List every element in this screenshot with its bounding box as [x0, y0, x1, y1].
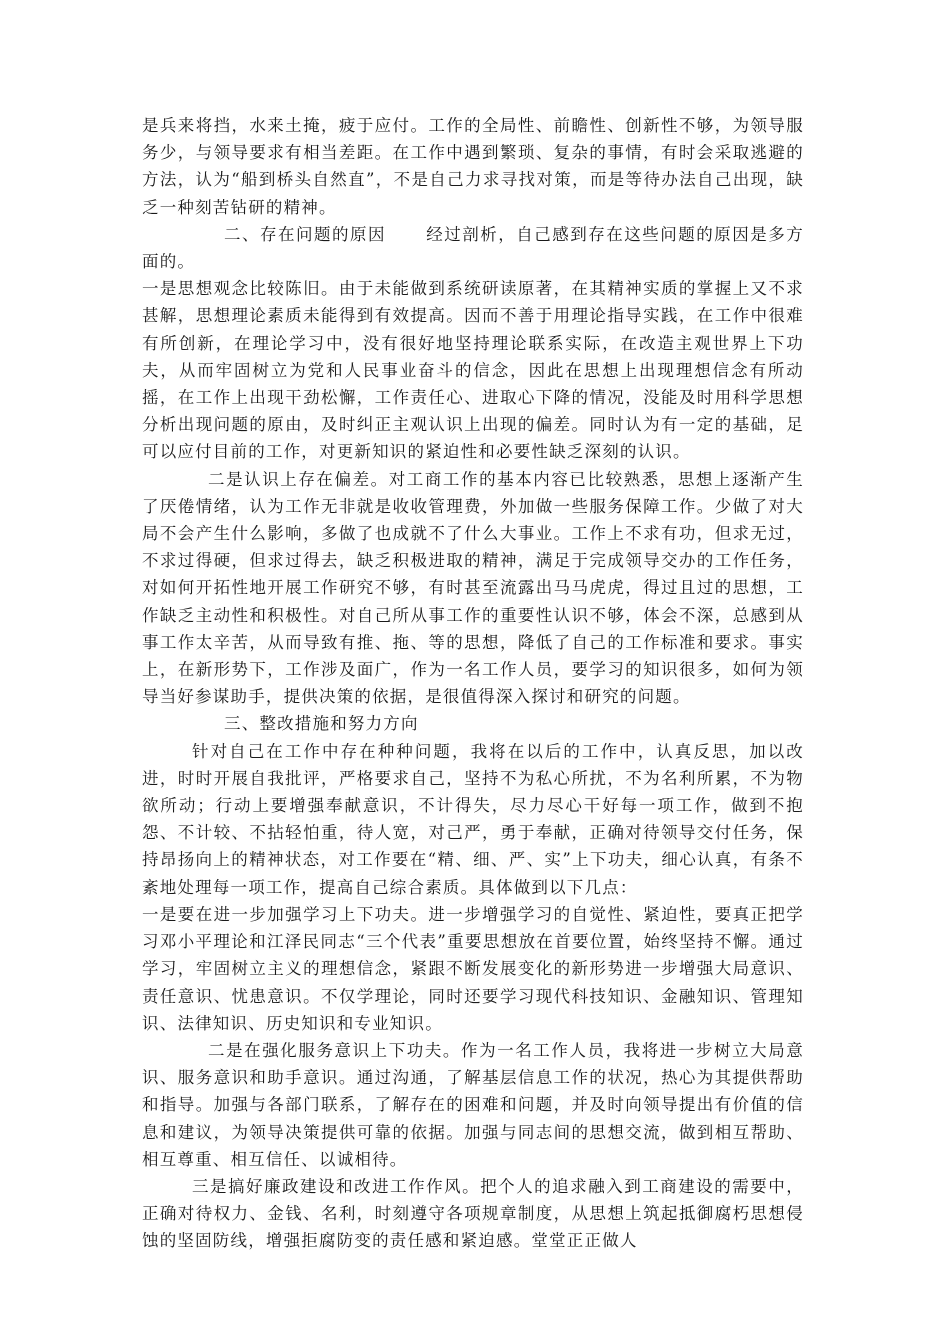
- document-body: [142, 112, 804, 1255]
- paragraph-cause-1: 一是思想观念比较陈旧。由于未能做到系统研读原著，在其精神实质的掌握上又不求甚解，思想理论素质未能得到有效提高。因而不善于用理论指导实践，在工作中很难有所创新，在理论学习中，没有很好地坚持理论联系实际，在改造主观世界上下功夫，从而牢固树立为党和人民事业奋斗的信念，因此在思想上出现理想信念有所动摇，在工作上出现干劲松懈，工作责任心、进取心下降的情况，没能及时用科学思想分析出现问题的原由，及时纠正主观认识上出现的偏差。同时认为有一定的基础，足可以应付目前的工作，对更新知识的紧迫性和必要性缺乏深刻的认识。: [142, 279, 804, 462]
- paragraph-measures-intro: 针对自己在工作中存在种种问题，我将在以后的工作中，认真反思，加以改进，时时开展自我批评，严格要求自己，坚持不为私心所扰，不为名利所累，不为物欲所动；行动上要增强奉献意识，不计得失，尽力尽心干好每一项工作，做到不抱怨、不计较、不拈轻怕重，待人宽，对己严，勇于奉献，正确对待领导交付任务，保持昂扬向上的精神状态，对工作要在“精、细、严、实”上下功夫，细心认真，有条不紊地处理每一项工作，提高自己综合素质。具体做到以下几点：: [142, 741, 804, 897]
- paragraph-measure-2: 二是在强化服务意识上下功夫。作为一名工作人员，我将进一步树立大局意识、服务意识和助手意识。通过沟通，了解基层信息工作的状况，热心为其提供帮助和指导。加强与各部门联系，了解存在的困难和问题，并及时向领导提出有价值的信息和建议，为领导决策提供可靠的依据。加强与同志间的思想交流，做到相互帮助、相互尊重、相互信任、以诚相待。: [142, 1040, 804, 1169]
- section-intro-causes: 经过剖析，自己感到存在这些问题的原因是多方面的。: [142, 224, 804, 272]
- paragraph-measure-3: 三是搞好廉政建设和改进工作作风。把个人的追求融入到工商建设的需要中，正确对待权力、金钱、名利，时刻遵守各项规章制度，从思想上筑起抵御腐朽思想侵蚀的坚固防线，增强拒腐防变的责任感和紧迫感。堂堂正正做人: [142, 1176, 804, 1251]
- paragraph-measure-1: 一是要在进一步加强学习上下功夫。进一步增强学习的自觉性、紧迫性，要真正把学习邓小平理论和江泽民同志“三个代表”重要思想放在首要位置，始终坚持不懈。通过学习，牢固树立主义的理想信念，紧跟不断发展变化的新形势进一步增强大局意识、责任意识、忧患意识。不仅学理论，同时还要学习现代科技知识、金融知识、管理知识、法律知识、历史知识和专业知识。: [142, 904, 804, 1033]
- paragraph-cause-2: 二是认识上存在偏差。对工商工作的基本内容已比较熟悉，思想上逐渐产生了厌倦情绪，认为工作无非就是收收管理费，外加做一些服务保障工作。少做了对大局不会产生什么影响，多做了也成就不了什么大事业。工作上不求有功，但求无过，不求过得硬，但求过得去，缺乏积极进取的精神，满足于完成领导交办的工作任务，对如何开拓性地开展工作研究不够，有时甚至流露出马马虎虎，得过且过的思想，工作缺乏主动性和积极性。对自己所从事工作的重要性认识不够，体会不深，总感到从事工作太辛苦，从而导致有推、拖、等的思想，降低了自己的工作标准和要求。事实上，在新形势下，工作涉及面广，作为一名工作人员，要学习的知识很多，如何为领导当好参谋助手，提供决策的依据，是很值得深入探讨和研究的问题。: [142, 469, 804, 707]
- section-heading-causes: [142, 221, 804, 275]
- section-title-measures: 三、整改措施和努力方向: [224, 714, 419, 734]
- section-title-causes: 二、存在问题的原因: [224, 224, 386, 244]
- paragraph-intro: 是兵来将挡，水来土掩，疲于应付。工作的全局性、前瞻性、创新性不够，为领导服务少，与领导要求有相当差距。在工作中遇到繁琐、复杂的事情，有时会采取逃避的方法，认为“船到桥头自然直”，不是自己力求寻找对策，而是等待办法自己出现，缺乏一种刻苦钻研的精神。: [142, 116, 804, 217]
